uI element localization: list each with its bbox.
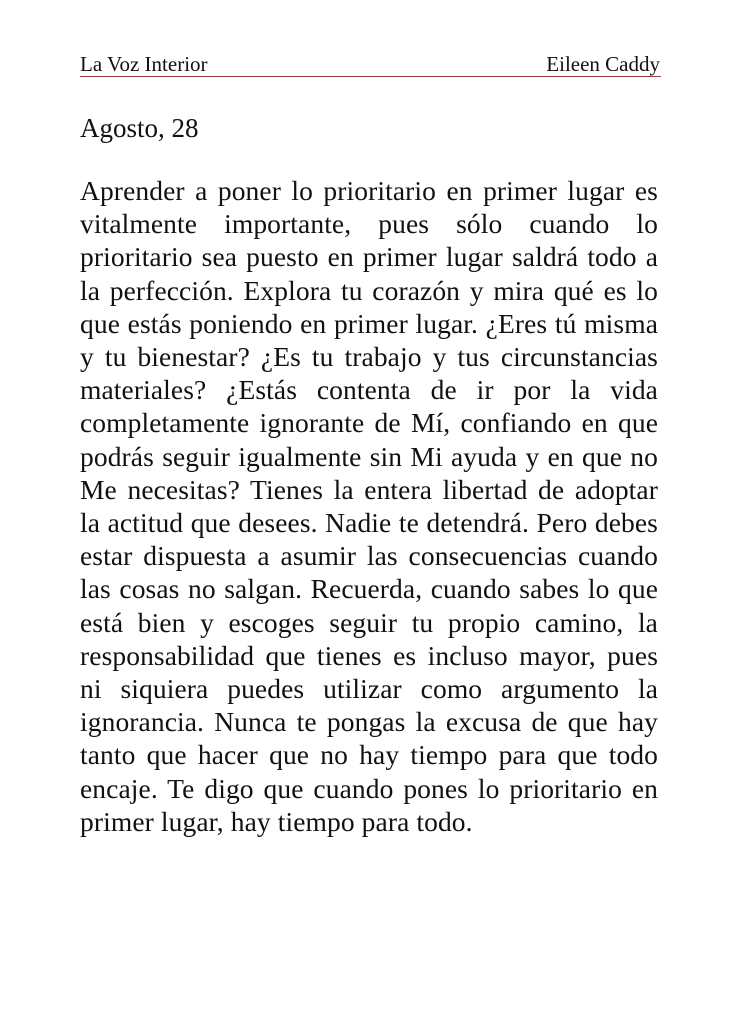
entry-date: Agosto, 28 [80,113,199,143]
author-name: Eileen Caddy [546,52,660,76]
book-title: La Voz Interior [80,52,208,76]
entry-body-text: Aprender a poner lo prioritario en primer lugar es vitalmente importante, pues sólo cuando lo prioritario sea puesto en primer lugar saldrá todo a la perfección. Explora tu corazón y mira qué es lo que estás poniendo en primer lugar. ¿Eres tú misma y tu bienestar? ¿Es tu trabajo y tus circunstancias materiales? ¿Estás contenta de ir por la vida completamente ignorante de Mí, confiando en que podrás seguir igualmente sin Mi ayuda y en que no Me necesitas? Tienes la entera libertad de adoptar la actitud que desees. Nadie te detendrá. Pero debes estar dispuesta a asumir las consecuencias cuando las cosas no salgan. Recuerda, cuando sabes lo que está bien y escoges seguir tu propio camino, la responsabilidad que tienes es incluso mayor, pues ni siquiera puedes utilizar como argumento la ignorancia. Nunca te pongas la excusa de que hay tanto que hacer que no hay tiempo para que todo encaje. Te digo que cuando pones lo prioritario en primer lugar, hay tiempo para todo. [80,175,658,837]
running-header [80,48,660,76]
header-divider [80,76,661,77]
